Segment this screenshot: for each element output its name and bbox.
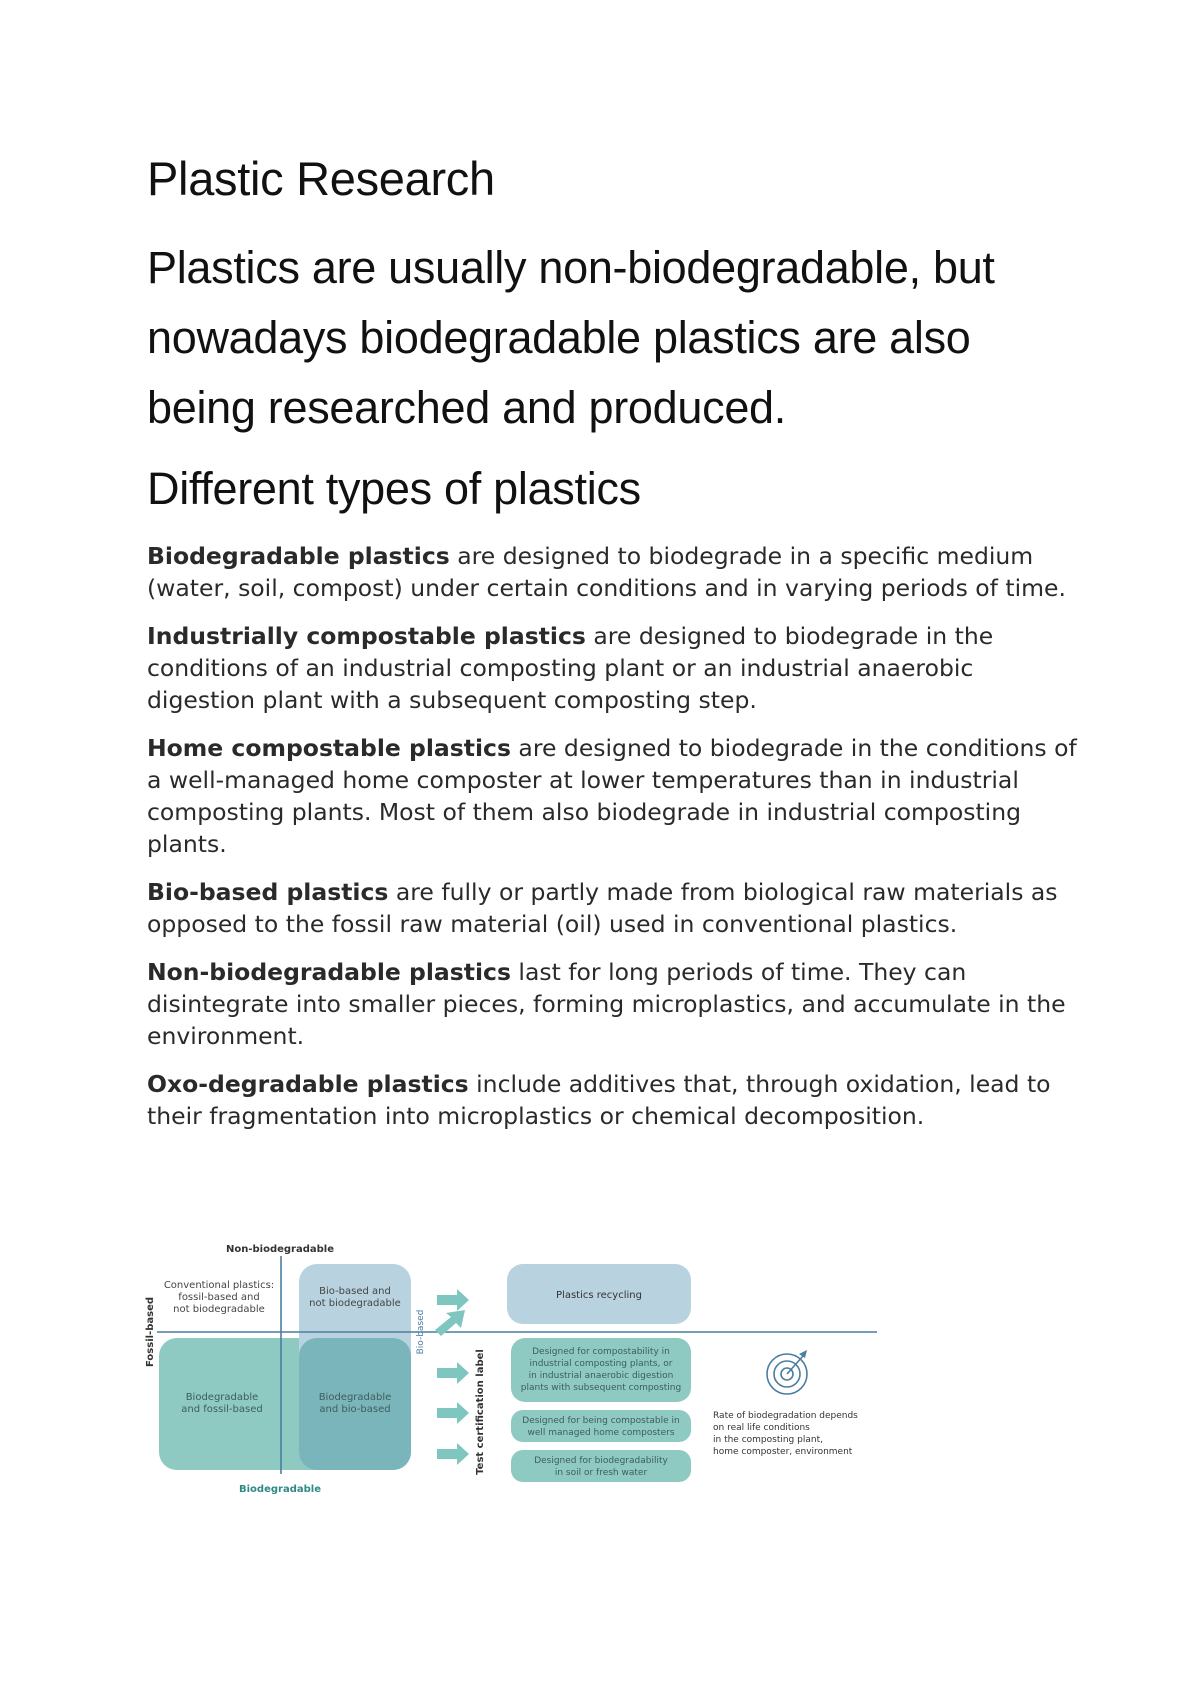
arrow-right-icon [437, 1362, 469, 1384]
axis-label-left: Fossil-based [145, 1296, 156, 1368]
label-plastics-recycling: Plastics recycling [556, 1290, 642, 1301]
label-industrial-line2: industrial composting plants, or [529, 1359, 673, 1369]
definition-bio-based [147, 876, 1077, 940]
label-biobased-line1: Bio-based and [319, 1286, 391, 1297]
plastics-diagram [147, 1238, 887, 1498]
label-conventional-line2: fossil-based and [178, 1292, 260, 1303]
label-soil-line1: Designed for biodegradability [534, 1456, 668, 1466]
definition-term: Industrially compostable plastics [147, 622, 586, 650]
label-bio-bio-line2: and bio-based [319, 1404, 391, 1415]
definition-text: include additives that, through oxidation, lead to their fragmentation into microplastics or chemical decomposition. [147, 1070, 1051, 1130]
definition-text: are fully or partly made from biological raw materials as opposed to the fossil raw material (oil) used in conventional plastics. [147, 878, 1058, 938]
label-soil-line2: in soil or fresh water [554, 1468, 648, 1478]
axis-label-bio-based: Bio-based [416, 1309, 426, 1355]
arrow-right-icon [437, 1443, 469, 1465]
label-home-line2: well managed home composters [527, 1428, 675, 1438]
definition-text: are designed to biodegrade in the conditions of a well-managed home composter at lower temperatures than in industrial composting plants. Most of them also biodegrade in industrial composting plants. [147, 734, 1077, 858]
axis-label-top: Non-biodegradable [225, 1244, 335, 1255]
definition-industrial-compostable [147, 620, 1077, 716]
label-conventional-line1: Conventional plastics: [163, 1280, 275, 1291]
section-title: Different types of plastics [147, 463, 641, 514]
arrow-right-icon [437, 1289, 469, 1311]
axis-label-test-certification: Test certification label [475, 1349, 486, 1475]
arrow-icons [435, 1289, 469, 1465]
label-home-line1: Designed for being compostable in [522, 1416, 680, 1426]
definition-term: Non-biodegradable plastics [147, 958, 511, 986]
definition-biodegradable [147, 540, 1077, 604]
definition-term: Home compostable plastics [147, 734, 511, 762]
axis-label-bottom: Biodegradable [239, 1484, 321, 1495]
definition-oxo-degradable [147, 1068, 1077, 1132]
plastics-diagram-svg [147, 1238, 887, 1498]
label-rate-line4: home composter, environment [713, 1447, 853, 1457]
label-bio-fossil-line2: and fossil-based [181, 1404, 263, 1415]
intro-paragraph: Plastics are usually non-biodegradable, but nowadays biodegradable plastics are also being researched and produced. [147, 242, 995, 433]
label-bio-fossil-line1: Biodegradable [185, 1392, 259, 1403]
definition-home-compostable [147, 732, 1077, 860]
label-bio-bio-line1: Biodegradable [318, 1392, 392, 1403]
label-conventional-line3: not biodegradable [173, 1304, 265, 1315]
label-industrial-line3: in industrial anaerobic digestion [528, 1371, 674, 1381]
definition-text: are designed to biodegrade in a specific medium (water, soil, compost) under certain conditions and in varying periods of time. [147, 542, 1066, 602]
label-rate-line1: Rate of biodegradation depends [713, 1411, 858, 1421]
label-rate-line2: on real life conditions [713, 1423, 810, 1433]
definition-term: Oxo-degradable plastics [147, 1070, 469, 1098]
label-industrial-line1: Designed for compostability in [532, 1347, 670, 1357]
definition-non-biodegradable [147, 956, 1077, 1052]
document-title: Plastic Research [147, 152, 495, 205]
definition-text: last for long periods of time. They can disintegrate into smaller pieces, forming microplastics, and accumulate in the environment. [147, 958, 1066, 1050]
arrow-right-icon [437, 1402, 469, 1424]
definitions-list [147, 540, 1077, 1148]
label-biobased-line2: not biodegradable [309, 1298, 401, 1309]
definition-text: are designed to biodegrade in the conditions of an industrial composting plant or an industrial anaerobic digestion plant with a subsequent composting step. [147, 622, 994, 714]
label-industrial-line4: plants with subsequent composting [520, 1383, 682, 1393]
target-icon [767, 1350, 807, 1394]
definition-term: Biodegradable plastics [147, 542, 450, 570]
definition-term: Bio-based plastics [147, 878, 389, 906]
label-rate-line3: in the composting plant, [713, 1435, 823, 1445]
